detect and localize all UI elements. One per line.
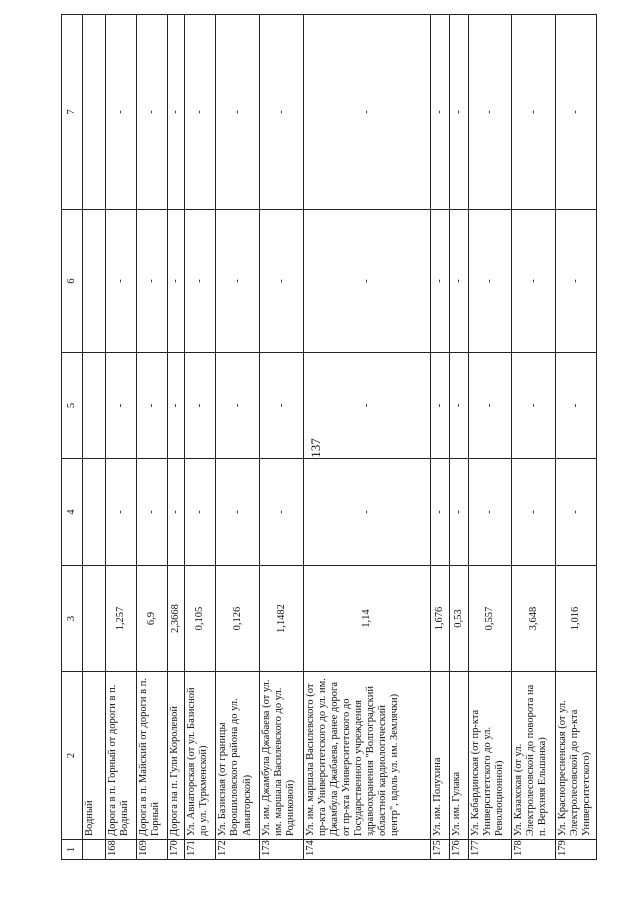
length-cell: 0,557 — [468, 566, 512, 672]
col6-cell: - — [449, 210, 468, 353]
col7-cell: - — [431, 15, 450, 210]
road-name-cell: Дорога в п. Майский от дороги в п. Горный — [137, 672, 168, 840]
col4-cell: - — [105, 459, 136, 566]
col6-cell: - — [185, 210, 216, 353]
col7-cell: - — [216, 15, 260, 210]
table-row — [137, 15, 168, 860]
table-row — [105, 15, 136, 860]
header-cell: 2 — [62, 672, 83, 840]
header-cell: 4 — [62, 459, 83, 566]
length-cell: 6,9 — [137, 566, 168, 672]
road-name-cell: Ул. Авиаторская (от ул. Базисной до ул. Туркменской) — [185, 672, 216, 840]
road-name-cell: Ул. им. Джамбула Джабаева (от ул. им. маршала Василевского до ул. Родниковой) — [260, 672, 304, 840]
col4-cell: - — [260, 459, 304, 566]
header-cell: 7 — [62, 15, 83, 210]
row-number-cell: 176 — [449, 840, 468, 860]
road-name-cell: Ул. Краснопресненская (от ул. Электролесовской до пр-кта Университетского) — [556, 672, 597, 840]
col4-cell: - — [168, 459, 185, 566]
col6-cell: - — [105, 210, 136, 353]
col4-cell: - — [449, 459, 468, 566]
length-cell: 0,53 — [449, 566, 468, 672]
col7-cell: - — [303, 15, 430, 210]
rotated-table-wrapper — [61, 15, 597, 860]
table-row — [512, 15, 556, 860]
header-cell: 5 — [62, 353, 83, 459]
road-name-cell: Ул. Казахская (от ул. Электролесовской до поворота на п. Верхняя Ельшанка) — [512, 672, 556, 840]
length-cell: 2,3668 — [168, 566, 185, 672]
col5-cell: - — [303, 353, 430, 459]
col7-cell: - — [512, 15, 556, 210]
road-name-cell: Ул. Базисная (от границы Ворошиловского района до ул. Авиаторской) — [216, 672, 260, 840]
col4-cell: - — [137, 459, 168, 566]
table-row — [185, 15, 216, 860]
col6-cell: - — [168, 210, 185, 353]
table-row — [468, 15, 512, 860]
col5-cell: - — [512, 353, 556, 459]
length-cell: 1,1482 — [260, 566, 304, 672]
col6-cell: - — [260, 210, 304, 353]
row-number-cell: 171 — [185, 840, 216, 860]
col6-cell: - — [303, 210, 430, 353]
road-name-cell: Водный — [83, 672, 106, 840]
row-number-cell: 170 — [168, 840, 185, 860]
header-row — [62, 15, 83, 860]
col5-cell: - — [216, 353, 260, 459]
road-name-cell: Дорога в п. Горный от дороги в п. Водный — [105, 672, 136, 840]
col6-cell: - — [431, 210, 450, 353]
table-row — [216, 15, 260, 860]
col7-cell: - — [137, 15, 168, 210]
col5-cell: - — [449, 353, 468, 459]
row-number-cell: 173 — [260, 840, 304, 860]
roads-table — [61, 14, 597, 860]
header-cell: 6 — [62, 210, 83, 353]
col6-cell: - — [216, 210, 260, 353]
length-cell: 0,105 — [185, 566, 216, 672]
table-row — [260, 15, 304, 860]
col4-cell: - — [216, 459, 260, 566]
col5-cell: - — [137, 353, 168, 459]
col5-cell: - — [185, 353, 216, 459]
row-number-cell: 172 — [216, 840, 260, 860]
col4-cell — [83, 459, 106, 566]
length-cell: 3,648 — [512, 566, 556, 672]
col7-cell: - — [168, 15, 185, 210]
col7-cell: - — [468, 15, 512, 210]
col6-cell — [83, 210, 106, 353]
col4-cell: - — [556, 459, 597, 566]
col5-cell — [83, 353, 106, 459]
col4-cell: - — [303, 459, 430, 566]
table-row — [303, 15, 430, 860]
length-cell: 1,14 — [303, 566, 430, 672]
row-number-cell: 169 — [137, 840, 168, 860]
row-number-cell: 178 — [512, 840, 556, 860]
col4-cell: - — [185, 459, 216, 566]
table-row — [83, 15, 106, 860]
col4-cell: - — [512, 459, 556, 566]
col7-cell: - — [105, 15, 136, 210]
table-row — [431, 15, 450, 860]
road-name-cell: Ул. им. маршала Василевского (от пр-кта Университетского до ул. им. Джамбула Джабаева, ранее дорога от пр-кта Университетского до Государственного учреждения здравоохранения "Волгоградский областной кардиологический центр", вдоль ул. им. Землячки) — [303, 672, 430, 840]
road-name-cell: Ул. им. Гулака — [449, 672, 468, 840]
row-number-cell: 174 — [303, 840, 430, 860]
length-cell: 0,126 — [216, 566, 260, 672]
col5-cell: - — [105, 353, 136, 459]
col7-cell: - — [185, 15, 216, 210]
length-cell: 1,257 — [105, 566, 136, 672]
col7-cell: - — [556, 15, 597, 210]
header-cell: 3 — [62, 566, 83, 672]
col7-cell: - — [449, 15, 468, 210]
row-number-cell: 177 — [468, 840, 512, 860]
header-cell: 1 — [62, 840, 83, 860]
col6-cell: - — [512, 210, 556, 353]
table-row — [168, 15, 185, 860]
road-name-cell: Ул. им. Полухина — [431, 672, 450, 840]
page-number: 137 — [307, 438, 323, 458]
col5-cell: - — [556, 353, 597, 459]
row-number-cell: 175 — [431, 840, 450, 860]
table-row — [449, 15, 468, 860]
length-cell: 1,016 — [556, 566, 597, 672]
col7-cell: - — [260, 15, 304, 210]
col5-cell: - — [168, 353, 185, 459]
row-number-cell — [83, 840, 106, 860]
road-name-cell: Дорога на п. Гули Королевой — [168, 672, 185, 840]
road-name-cell: Ул. Кабардинская (от пр-кта Университетского до ул. Революционной) — [468, 672, 512, 840]
row-number-cell: 179 — [556, 840, 597, 860]
col6-cell: - — [468, 210, 512, 353]
table-row — [556, 15, 597, 860]
col5-cell: - — [468, 353, 512, 459]
col5-cell: - — [431, 353, 450, 459]
row-number-cell: 168 — [105, 840, 136, 860]
length-cell — [83, 566, 106, 672]
col6-cell: - — [556, 210, 597, 353]
col4-cell: - — [468, 459, 512, 566]
col6-cell: - — [137, 210, 168, 353]
col4-cell: - — [431, 459, 450, 566]
length-cell: 1,676 — [431, 566, 450, 672]
col5-cell: - — [260, 353, 304, 459]
col7-cell — [83, 15, 106, 210]
